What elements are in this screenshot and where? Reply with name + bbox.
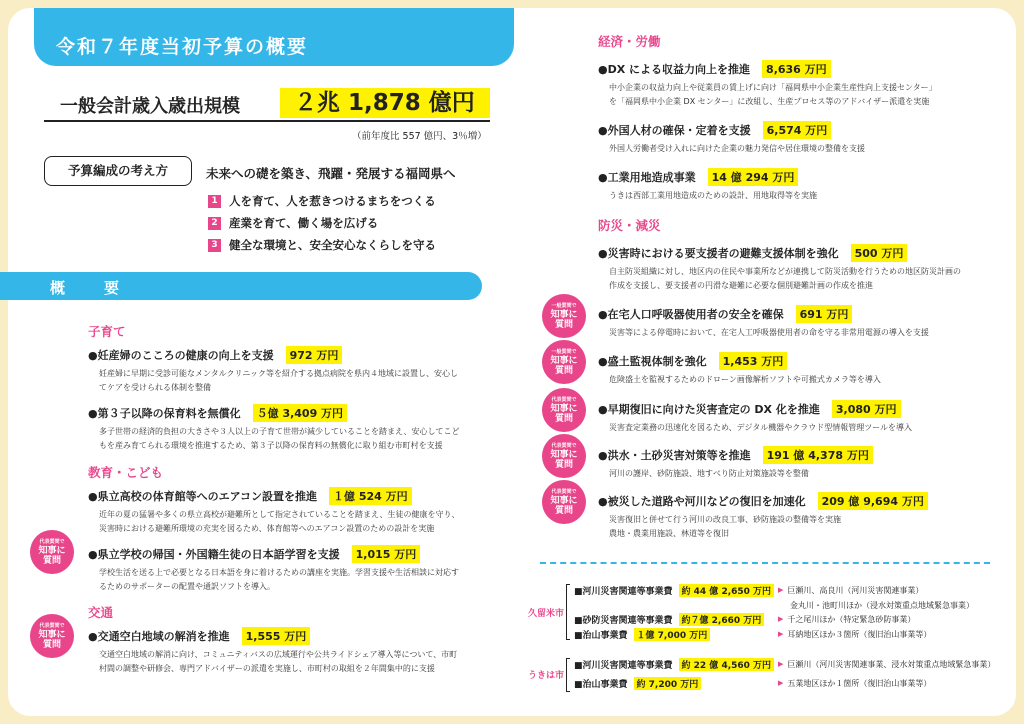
- budget-item: [598, 168, 998, 203]
- policy-item: [208, 234, 436, 256]
- question-badge: 代表質問で 知事に 質問: [542, 480, 586, 524]
- divider: [44, 120, 490, 122]
- policy-list: [208, 190, 436, 256]
- item-amount: 500 万円: [851, 244, 908, 262]
- budget-item: [88, 627, 488, 676]
- item-name: ●DX による収益力向上を推進: [598, 63, 751, 76]
- item-desc: 自主防災組織に対し、地区内の住民や事業所などが連携して防災活動を行うための地区防災計画の 作成を支援し、要支援者の円滑な避難に必要な個別避難計画の作成を推進: [609, 267, 961, 290]
- budget-item: [598, 446, 998, 481]
- city-label-kurume: 久留米市: [528, 609, 565, 619]
- bracket: [566, 658, 570, 692]
- policy-item: [208, 190, 436, 212]
- page-title: 令和７年度当初予算の概要: [34, 8, 514, 66]
- item-desc: 交通空白地域の解消に向け、コミュニティバスの広域運行や公共ライドシェア導入等について、市町 村間の調整や研修会、専門アドバイザーの派遣を実施し、市町村の取組を２年間集中的に支援: [99, 650, 458, 673]
- triangle-icon: ▶: [778, 660, 784, 668]
- item-name: ●県立学校の帰国・外国籍生徒の日本語学習を支援: [88, 548, 340, 561]
- budget-item: [88, 545, 488, 594]
- project-target: ▶ 五業地区ほか１箇所（復旧治山事業等）: [778, 678, 932, 688]
- budget-item: [598, 492, 998, 541]
- item-name: ●第３子以降の保育料を無償化: [88, 407, 241, 420]
- budget-item: [88, 346, 488, 395]
- project-target: ▶ 千之尾川ほか（特定緊急砂防事業）: [778, 614, 916, 624]
- project-target: ▶ 巨瀬川（河川災害関連事業、浸水対策重点地域緊急事業）: [778, 659, 996, 669]
- item-desc: 災害査定業務の迅速化を図るため、デジタル機器やクラウド型情報管理ツールを導入: [609, 423, 913, 432]
- budget-item: [88, 487, 488, 536]
- section-title-kyoiku: 教育・こども: [88, 465, 164, 480]
- triangle-icon: ▶: [778, 630, 784, 638]
- policy-item-text: 健全な環境と、安全安心なくらしを守る: [229, 238, 436, 252]
- item-desc: 危険盛土を監視するためのドローン画像解析ソフトや可搬式カメラ等を導入: [609, 375, 881, 384]
- triangle-icon: ▶: [778, 615, 784, 623]
- item-desc: 河川の護岸、砂防施設、地すべり防止対策施設等を整備: [609, 469, 809, 478]
- item-name: ●県立高校の体育館等へのエアコン設置を推進: [88, 490, 318, 503]
- item-amount: 6,574 万円: [763, 121, 832, 139]
- item-name: ●被災した道路や河川などの復旧を加速化: [598, 495, 806, 508]
- policy-item-text: 産業を育て、働く場を広げる: [229, 216, 379, 230]
- policy-heading: 未来への礎を築き、飛躍・発展する福岡県へ: [206, 166, 456, 181]
- item-amount: 191 億 4,378 万円: [763, 446, 873, 464]
- item-name: ●在宅人口呼吸器使用者の安全を確保: [598, 308, 784, 321]
- item-desc: 多子世帯の経済的負担の大きさや３人以上の子育て世帯が減少していることを踏まえ、安心してこど もを産み育てられる環境を推進するため、第３子以降の保育料の無償化に取り組む市町村を支援: [99, 427, 460, 450]
- section-title-kosodate: 子育て: [88, 324, 126, 339]
- budget-scale-note: （前年度比 557 億円、3％増）: [352, 131, 487, 142]
- item-name: ●洪水・土砂災害対策等を推進: [598, 449, 751, 462]
- item-name: ●工業用地造成事業: [598, 171, 696, 184]
- question-badge: 一般質問で 知事に 質問: [542, 294, 586, 338]
- project-row: ■治山事業費 １億 7,000 万円: [574, 627, 710, 641]
- project-target: 金丸川・池町川ほか（浸水対策重点地域緊急事業）: [790, 600, 974, 610]
- dashed-divider: [540, 562, 990, 564]
- number-badge: 2: [208, 217, 221, 230]
- item-desc: 災害等による停電時において、在宅人工呼吸器使用者の命を守る非常用電源の導入を支援: [609, 328, 929, 337]
- item-amount: ５億 3,409 万円: [253, 404, 347, 422]
- item-desc: 妊産婦に早期に受診可能なメンタルクリニック等を紹介する拠点病院を県内４地域に設置し、安心し てケアを受けられる体制を整備: [99, 369, 459, 392]
- item-amount: 8,636 万円: [762, 60, 831, 78]
- budget-item: [88, 404, 488, 453]
- budget-item: [598, 400, 998, 435]
- section-title-bosai: 防災・減災: [598, 218, 661, 233]
- project-row: ■砂防災害関連等事業費 約７億 2,660 万円: [574, 612, 764, 626]
- project-row: ■治山事業費 約 7,200 万円: [574, 676, 701, 690]
- item-amount: 972 万円: [286, 346, 343, 364]
- policy-box-label: 予算編成の考え方: [44, 156, 192, 186]
- item-desc: うきは西部工業用地造成のための設計、用地取得等を実施: [609, 191, 817, 200]
- question-badge: 代表質問で 知事に 質問: [542, 388, 586, 432]
- item-amount: 691 万円: [796, 305, 853, 323]
- budget-scale-amount: ２兆 1,878 億円: [280, 88, 490, 118]
- item-amount: 1,453 万円: [719, 352, 788, 370]
- triangle-icon: ▶: [778, 586, 784, 594]
- budget-item: [598, 121, 998, 156]
- city-label-ukiha: うきは市: [528, 671, 565, 681]
- item-amount: 209 億 9,694 万円: [818, 492, 928, 510]
- section-title-kotsu: 交通: [88, 605, 114, 620]
- item-amount: 14 億 294 万円: [708, 168, 799, 186]
- item-amount: 1,015 万円: [352, 545, 421, 563]
- budget-item: [598, 60, 998, 109]
- budget-item: [598, 305, 998, 340]
- item-name: ●災害時における要支援者の避難支援体制を強化: [598, 247, 839, 260]
- budget-item: [598, 244, 998, 293]
- project-row: ■河川災害関連等事業費 約 22 億 4,560 万円: [574, 657, 774, 671]
- item-desc: 外国人労働者受け入れに向けた企業の魅力発信や居住環境の整備を支援: [609, 144, 865, 153]
- budget-item: [598, 352, 998, 387]
- item-name: ●妊産婦のこころの健康の向上を支援: [88, 349, 274, 362]
- item-name: ●外国人材の確保・定着を支援: [598, 124, 751, 137]
- question-badge: 代表質問で 知事に 質問: [542, 434, 586, 478]
- item-desc: 中小企業の収益力向上や従業員の賃上げに向け「福岡県中小企業生産性向上支援センター」 を「福岡県中小企業 DX センター」に改組し、生産プロセス等のアドバイザー派遣を実施: [609, 83, 937, 106]
- item-amount: １億 524 万円: [329, 487, 412, 505]
- number-badge: 1: [208, 195, 221, 208]
- project-row: ■河川災害関連等事業費 約 44 億 2,650 万円: [574, 583, 774, 597]
- item-amount: 1,555 万円: [242, 627, 311, 645]
- policy-item-text: 人を育て、人を惹きつけるまちをつくる: [229, 194, 436, 208]
- budget-scale-label: 一般会計歳入歳出規模: [60, 96, 240, 117]
- triangle-icon: ▶: [778, 679, 784, 687]
- bracket: [566, 584, 570, 640]
- item-name: ●交通空白地域の解消を推進: [88, 630, 230, 643]
- overview-banner: 概 要: [0, 272, 482, 300]
- section-title-keizai: 経済・労働: [598, 34, 661, 49]
- project-target: ▶ 耳納地区ほか３箇所（復旧治山事業等）: [778, 629, 932, 639]
- item-name: ●早期復旧に向けた災害査定の DX 化を推進: [598, 403, 820, 416]
- number-badge: 3: [208, 239, 221, 252]
- item-desc: 学校生活を送る上で必要となる日本語を身に着けるための講座を実施。学習支援や生活相談に対応す るためのサポーターの配置や通訳ソフトを導入。: [99, 568, 459, 591]
- project-target: ▶ 巨瀬川、高良川（河川災害関連事業）: [778, 585, 924, 595]
- item-amount: 3,080 万円: [832, 400, 901, 418]
- question-badge: 代表質問で 知事に 質問: [30, 530, 74, 574]
- item-desc: 近年の夏の猛暑や多くの県立高校が避難所として指定されていることを踏まえ、生徒の健康を守り、 災害時における避難所環境の充実を図るため、体育館等へのエアコン設置のための設計を実施: [99, 510, 460, 533]
- question-badge: 一般質問で 知事に 質問: [542, 340, 586, 384]
- item-name: ●盛土監視体制を強化: [598, 355, 707, 368]
- question-badge: 代表質問で 知事に 質問: [30, 614, 74, 658]
- item-desc: 災害復旧と併せて行う河川の改良工事、砂防施設の整備等を実施 農地・農業用施設、林道等を復旧: [609, 515, 841, 538]
- policy-item: [208, 212, 436, 234]
